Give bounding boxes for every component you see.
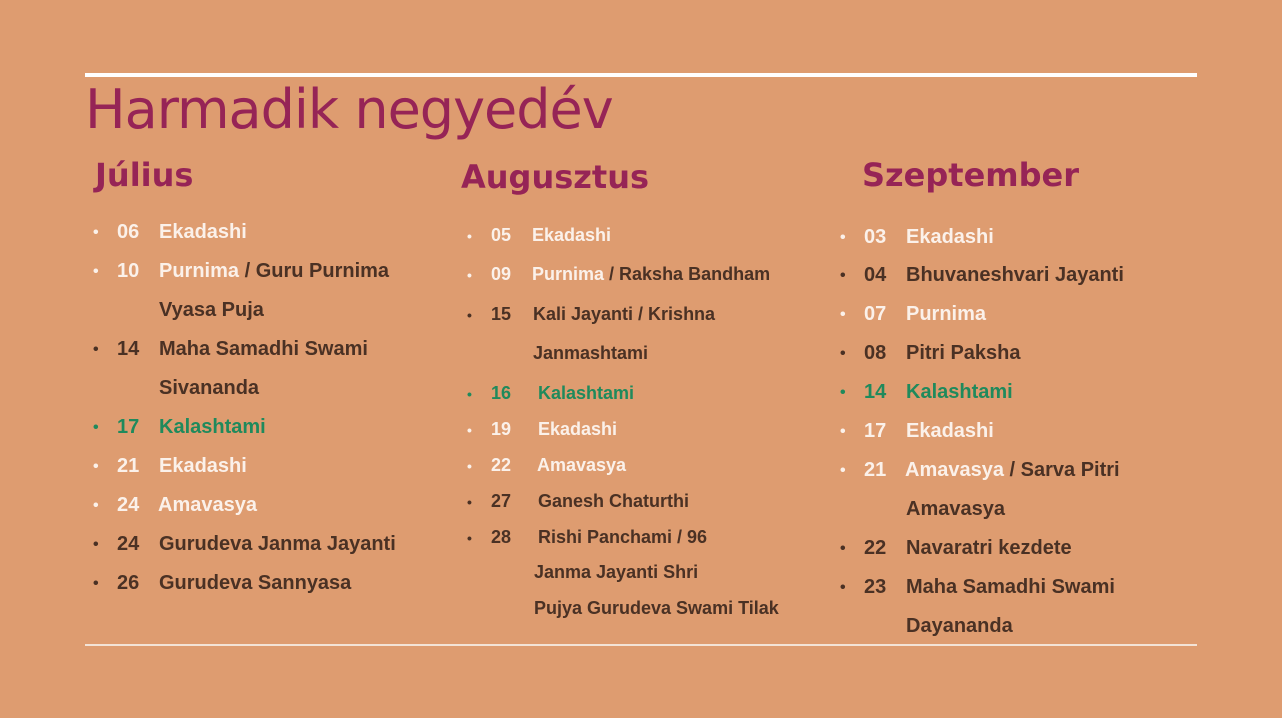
bullet-icon: • bbox=[840, 345, 846, 362]
month-heading-august: Augusztus bbox=[461, 158, 650, 196]
page-title: Harmadik negyedév bbox=[85, 78, 613, 141]
bottom-divider bbox=[85, 644, 1197, 646]
bullet-icon: • bbox=[467, 494, 472, 510]
bullet-icon: • bbox=[840, 462, 846, 479]
bullet-icon: • bbox=[93, 341, 99, 358]
list-item-continuation: Amavasya bbox=[906, 498, 1005, 520]
top-divider bbox=[85, 73, 1197, 77]
list-item-continuation: Janma Jayanti Shri bbox=[534, 562, 699, 582]
bullet-icon: • bbox=[467, 267, 472, 283]
month-heading-september: Szeptember bbox=[862, 156, 1080, 194]
bullet-icon: • bbox=[840, 579, 846, 596]
bullet-icon: • bbox=[840, 384, 846, 401]
slide: Harmadik negyedév Július • 06 Ekadashi • 10 Purnima / Guru Purnima Vyasa Puja • 14 Maha Samadhi Swami Sivananda • 17 Kalashtami • 21 Ekadashi • 24 Amavasya • 24 Gurudeva Janma Jayanti • 26 Gurudeva Sannyasa Augusztus • 05 Ekadashi • 09 Purnima / Raksha Bandham • 15 Kali Jayanti / Krishna Janmashtami • 16 Kalashtami • 19 Ekadashi • 22 Amavasya • 27 Ganesh Chaturthi • 28 Rishi Panchami / 96 Janma Jayanti Shri Pujya Gurudeva Swami Tilak Szeptember • 03 Ekadashi • 04 Bhuvaneshvari Jayanti • 07 Purnima • 08 Pitri Paksha • 14 Kalashtami • 17 Ekadashi • 21 Amavasya / Sarva Pitri Amavasya • 22 Navaratri kezdete • 23 Maha Samadhi Swami Dayananda bbox=[0, 0, 1282, 718]
bullet-icon: • bbox=[93, 497, 99, 514]
list-item-continuation: Janmashtami bbox=[533, 343, 649, 363]
bullet-icon: • bbox=[840, 229, 846, 246]
bullet-icon: • bbox=[93, 536, 99, 553]
bullet-icon: • bbox=[467, 458, 472, 474]
bullet-icon: • bbox=[93, 458, 99, 475]
bullet-icon: • bbox=[840, 267, 846, 284]
bullet-icon: • bbox=[840, 540, 846, 557]
bullet-icon: • bbox=[467, 530, 472, 546]
bullet-icon: • bbox=[467, 307, 472, 323]
list-item-continuation: Sivananda bbox=[159, 377, 260, 399]
list-item-continuation: Pujya Gurudeva Swami Tilak bbox=[534, 598, 779, 618]
list-item-continuation: Dayananda bbox=[906, 615, 1013, 637]
bullet-icon: • bbox=[840, 306, 846, 323]
bullet-icon: • bbox=[840, 423, 846, 440]
bullet-icon: • bbox=[93, 419, 99, 436]
bullet-icon: • bbox=[467, 228, 472, 244]
bullet-icon: • bbox=[467, 386, 472, 402]
bullet-icon: • bbox=[93, 263, 99, 280]
month-heading-july: Július bbox=[95, 156, 194, 194]
bullet-icon: • bbox=[93, 224, 99, 241]
bullet-icon: • bbox=[467, 422, 472, 438]
list-item-continuation: Vyasa Puja bbox=[159, 299, 264, 321]
bullet-icon: • bbox=[93, 575, 99, 592]
